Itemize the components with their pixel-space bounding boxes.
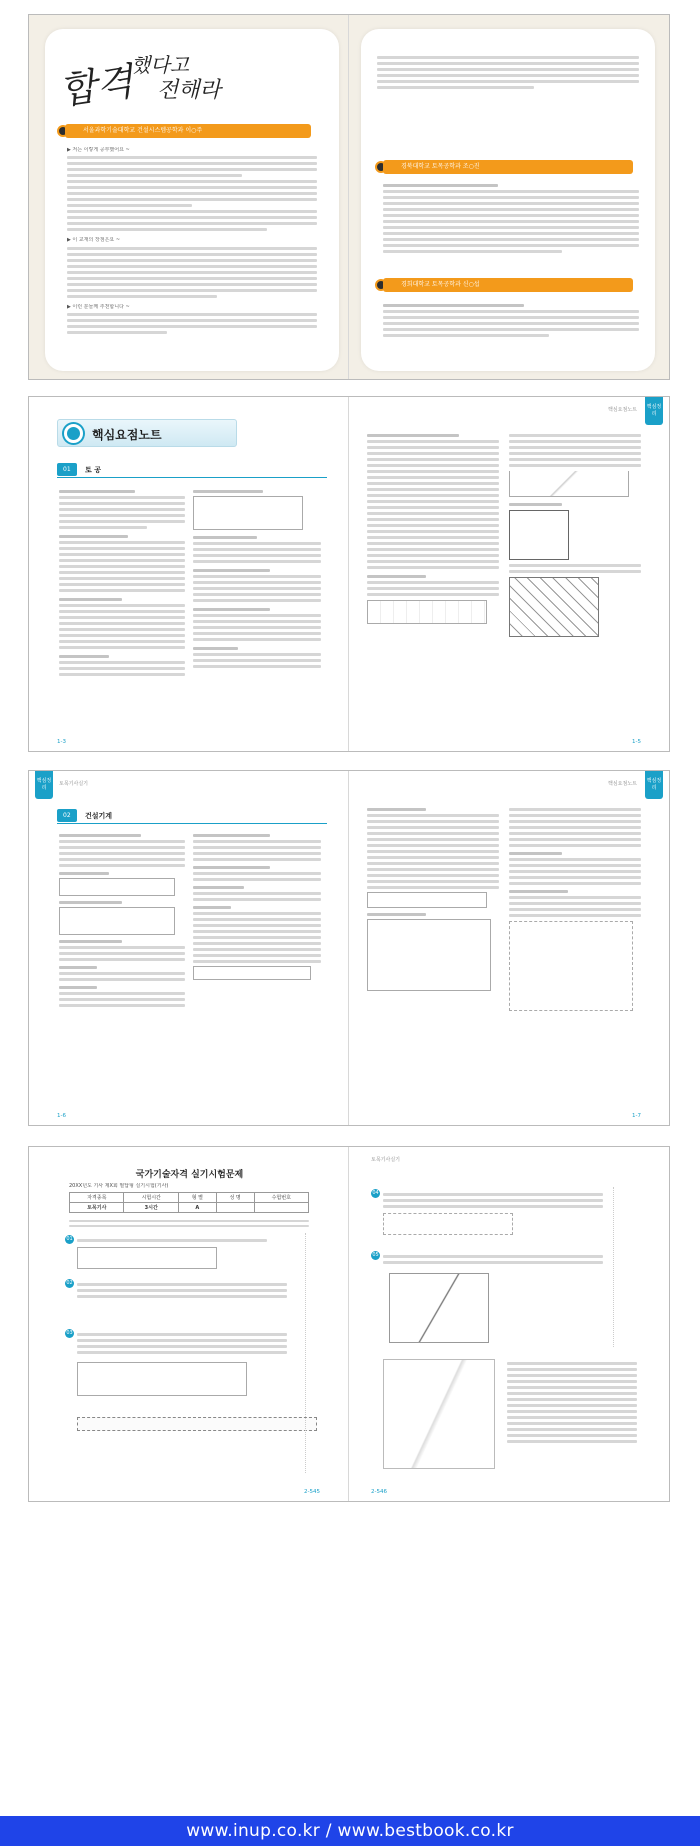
page-number: 1-5	[632, 739, 641, 745]
grid-diagram	[509, 577, 599, 637]
answer-column	[507, 1359, 637, 1446]
section-rule	[57, 477, 327, 478]
page-testimonials-left	[29, 15, 349, 379]
handwritten-heading: 합격	[56, 59, 136, 113]
question-body	[383, 1252, 603, 1267]
spread-testimonials	[28, 14, 670, 380]
question-number: 05	[372, 1252, 379, 1258]
section-number: 01	[57, 463, 77, 476]
section-title: 건설기계	[85, 812, 113, 820]
exam-instructions	[69, 1217, 309, 1230]
notes-column-right	[193, 487, 321, 671]
profile-diagram	[509, 471, 629, 497]
question-number: 03	[66, 1330, 73, 1336]
example-box	[509, 921, 633, 1011]
paper-card	[361, 29, 655, 371]
exam-title: 국가기술자격 실기시험문제	[135, 1170, 244, 1180]
testimonial-body	[383, 181, 639, 256]
note-heading: ▶ 저는 이렇게 공부했어요 ~	[67, 147, 130, 153]
notes-column-left	[59, 487, 185, 679]
page-machinery-right	[349, 771, 669, 1125]
notes-column-left	[367, 431, 499, 624]
paper-card	[45, 29, 339, 371]
page-notes-left	[29, 397, 349, 751]
choice-box	[383, 1213, 513, 1235]
info-header: 시험시간	[124, 1193, 178, 1203]
page-number: 1-7	[632, 1113, 641, 1119]
testimonial-body	[383, 301, 639, 340]
info-header: 수험번호	[254, 1193, 309, 1203]
exam-subtitle: 20XX년도 기사 제X회 필답형 실기시험(기사)	[69, 1183, 169, 1189]
section-title: 토 공	[85, 466, 101, 474]
info-value: 토목기사	[70, 1203, 124, 1213]
notes-column-right	[509, 431, 641, 641]
question-number: 01	[66, 1236, 73, 1242]
running-header: 토목기사실기	[371, 1157, 400, 1163]
info-value: A	[178, 1203, 216, 1213]
handwritten-heading-3: 전해라	[157, 78, 221, 103]
notes-column-left	[367, 805, 499, 994]
page-exam-right	[349, 1147, 669, 1501]
formula-box	[59, 878, 175, 896]
running-header: 핵심요점노트	[608, 407, 637, 413]
page-number: 2-546	[371, 1489, 387, 1495]
question-number: 04	[372, 1190, 379, 1196]
answer-box	[77, 1417, 317, 1431]
question-body	[383, 1190, 603, 1211]
note-heading: ▶ 이런 분들께 추천합니다 ~	[67, 303, 130, 310]
target-icon	[64, 424, 83, 443]
data-box	[77, 1362, 247, 1396]
footer-urls[interactable]: www.inup.co.kr / www.bestbook.co.kr	[0, 1816, 700, 1846]
question-body	[77, 1280, 287, 1301]
choice-box	[77, 1247, 217, 1269]
notes-column-right	[193, 831, 321, 983]
info-header: 형 별	[178, 1193, 216, 1203]
mini-table	[193, 496, 303, 530]
note-title: 핵심요점노트	[92, 428, 162, 442]
section-tab: 핵심정리	[645, 771, 663, 799]
handwritten-heading-2: 했다고	[131, 53, 189, 77]
testimonial-bar: 경희대학교 토목공학과 신○섭	[383, 278, 633, 292]
page-machinery-left	[29, 771, 349, 1125]
answer-figure	[383, 1359, 495, 1469]
note-title-banner	[57, 419, 237, 447]
spread-core-notes	[28, 396, 670, 752]
note-heading: ▶ 이 교재의 장점은요 ~	[67, 237, 121, 244]
margin-score-column	[613, 1187, 643, 1347]
section-number: 02	[57, 809, 77, 822]
info-header: 자격종목	[70, 1193, 124, 1203]
testimonial-bar: 서울과학기술대학교 건설시스템공학과 이○주	[65, 124, 311, 138]
mini-table	[59, 907, 175, 935]
prism-diagram	[509, 510, 569, 560]
spread-construction-machinery	[28, 770, 670, 1126]
page-number: 2-545	[304, 1489, 320, 1495]
info-value	[216, 1203, 254, 1213]
section-tab: 핵심정리	[35, 771, 53, 799]
question-body	[77, 1236, 267, 1245]
question-number: 02	[66, 1280, 73, 1286]
testimonial-body	[67, 147, 317, 337]
info-value	[254, 1203, 309, 1213]
info-value: 3시간	[124, 1203, 178, 1213]
testimonial-body	[377, 53, 639, 92]
spread-exam	[28, 1146, 670, 1502]
page-testimonials-right	[349, 15, 669, 379]
wall-pressure-diagram	[389, 1273, 489, 1343]
question-body	[77, 1330, 287, 1357]
page-exam-left	[29, 1147, 349, 1501]
running-header: 핵심요점노트	[608, 781, 637, 787]
running-header: 토목기사실기	[59, 781, 88, 787]
bar-profile-diagram	[367, 600, 487, 624]
margin-score-column	[305, 1233, 335, 1473]
page-number: 1-3	[57, 739, 66, 745]
exam-info-table	[69, 1192, 309, 1213]
section-tab: 핵심정리	[645, 397, 663, 425]
testimonial-bar: 경북대학교 토목공학과 조○진	[383, 160, 633, 174]
page-notes-right	[349, 397, 669, 751]
formula-box	[193, 966, 311, 980]
classification-table	[367, 919, 491, 991]
page-number: 1-6	[57, 1113, 66, 1119]
section-rule	[57, 823, 327, 824]
notes-column-left	[59, 831, 185, 1010]
notes-column-right	[509, 805, 641, 1015]
formula-box	[367, 892, 487, 908]
info-header: 성 명	[216, 1193, 254, 1203]
